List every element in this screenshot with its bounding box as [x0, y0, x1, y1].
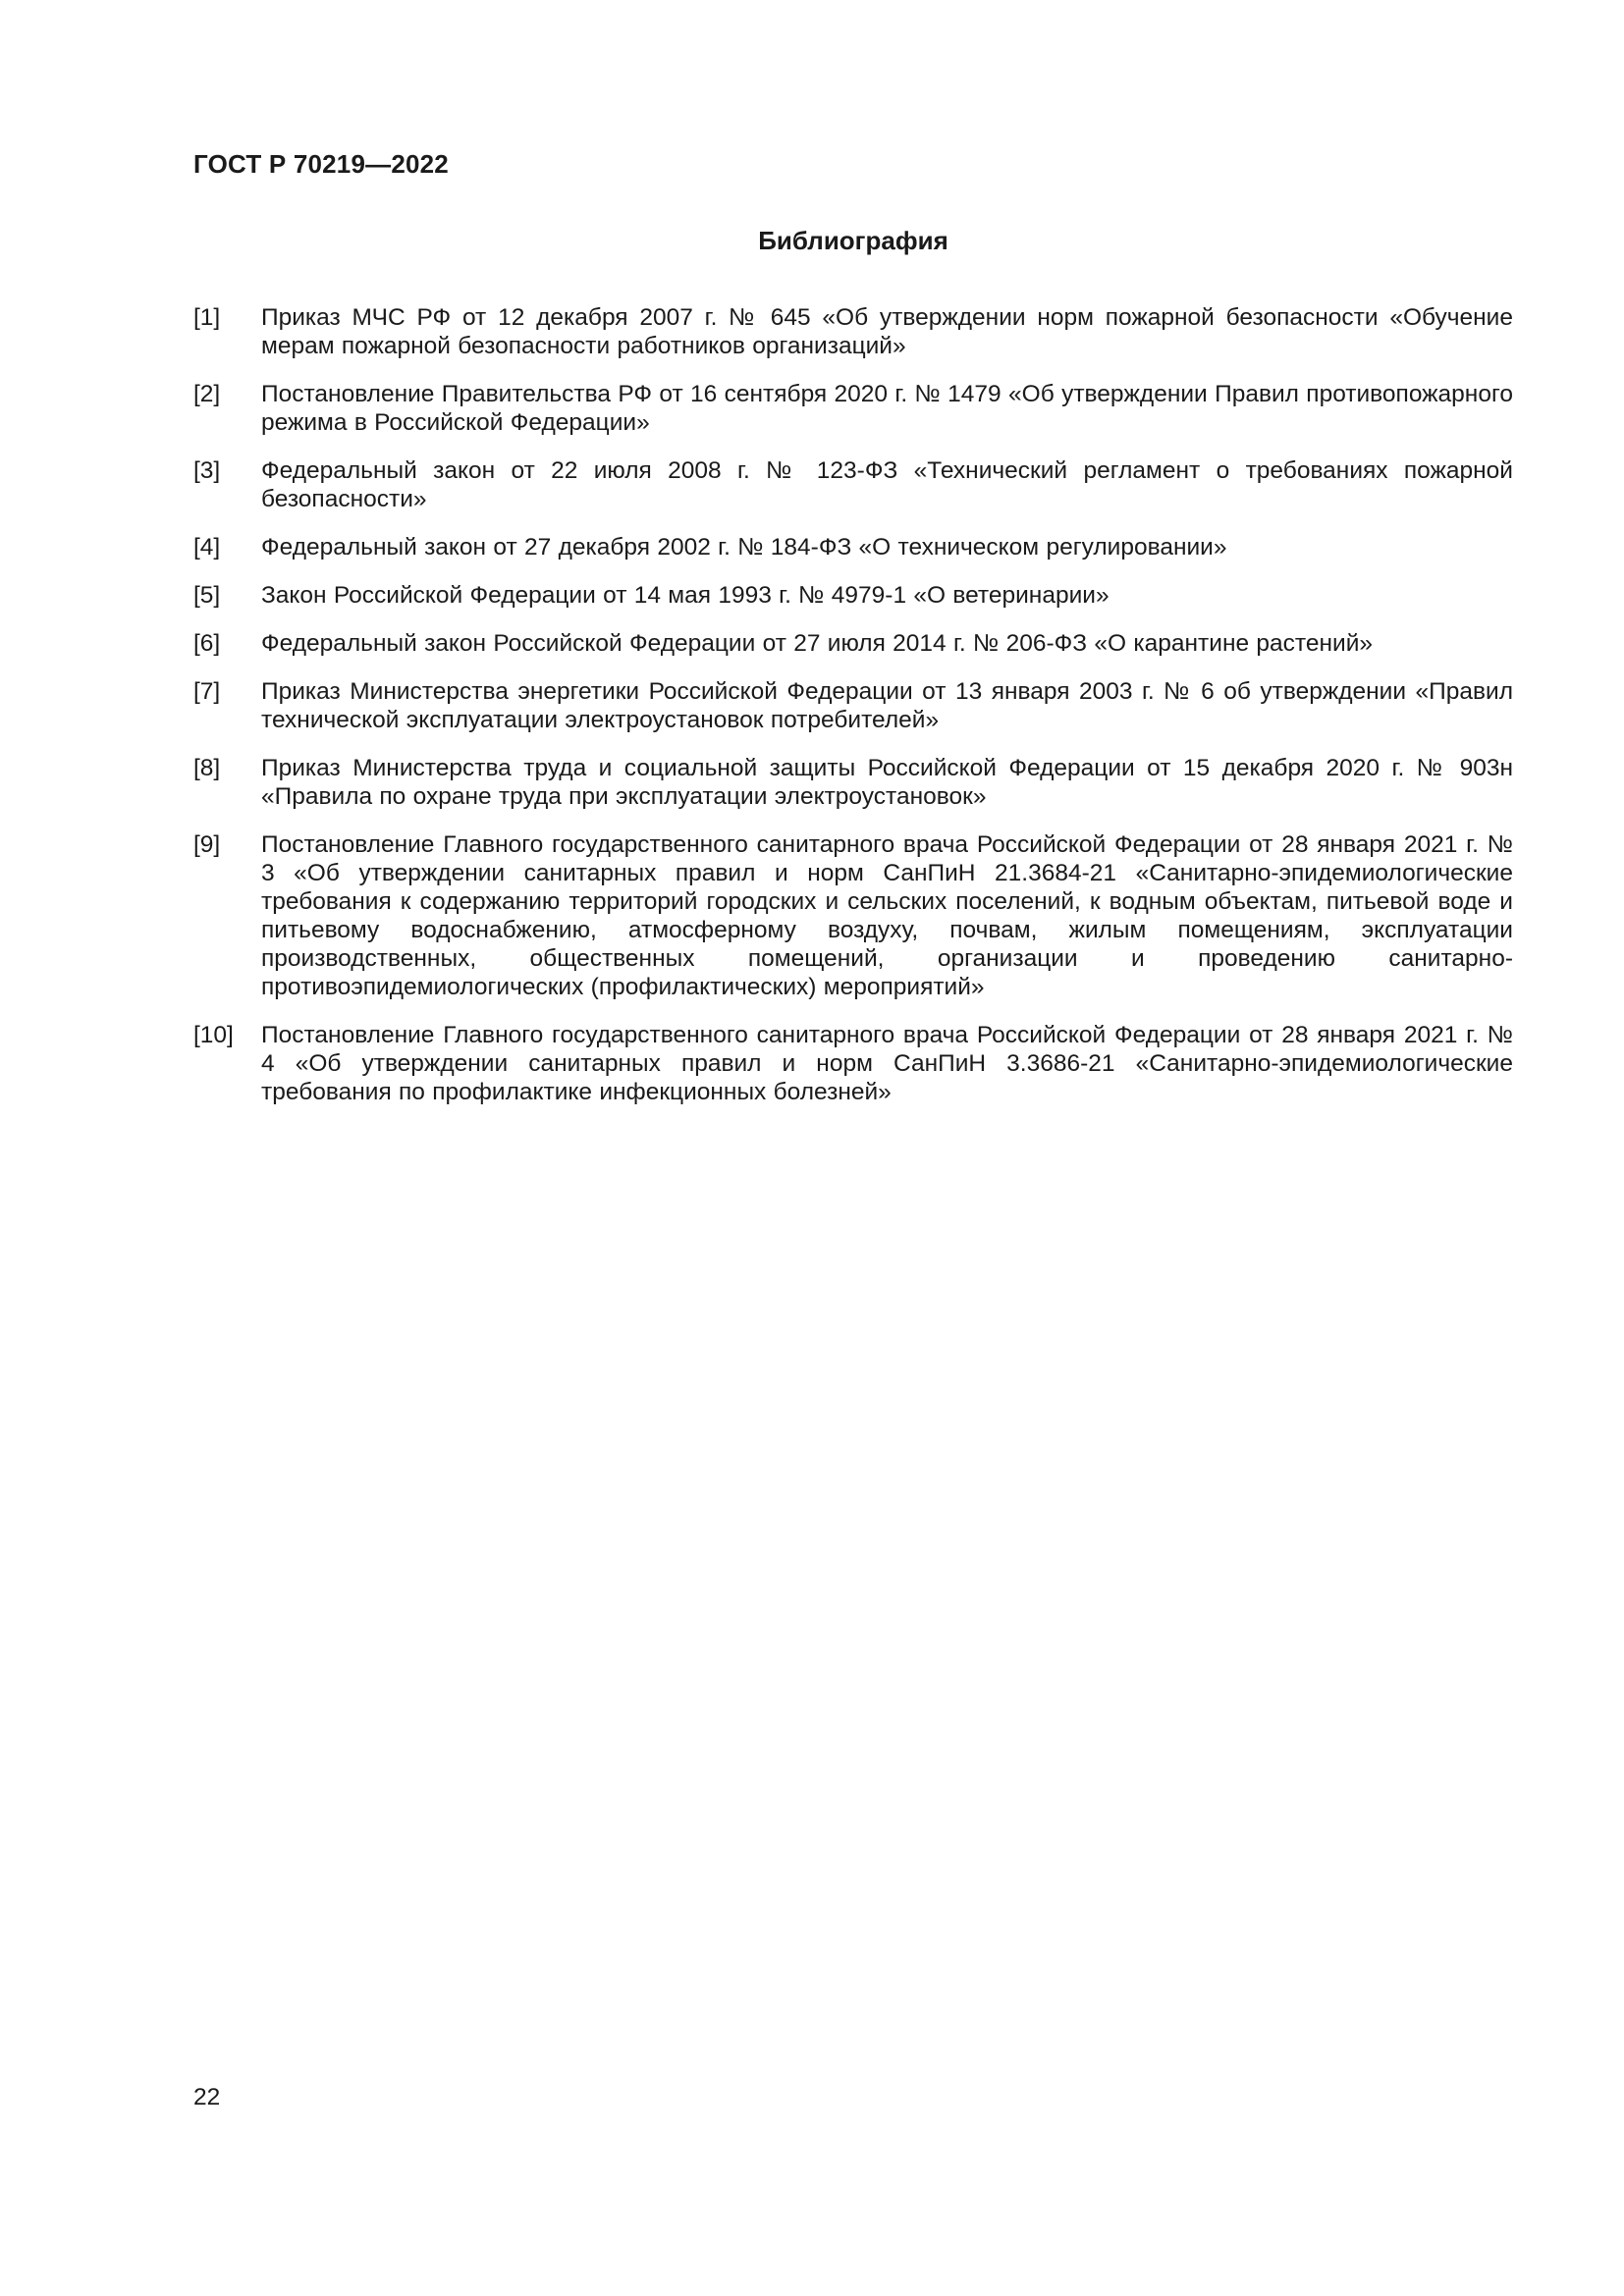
bibliography-number: [5]	[193, 582, 221, 609]
bibliography-item	[193, 1021, 1513, 1106]
bibliography-text: Закон Российской Федерации от 14 мая 1993 г. № 4979-1 «О ветеринарии»	[261, 582, 1110, 609]
bibliography-text: Постановление Главного государственного санитарного врача Российской Федерации от 28 января 2021 г. № 4 «Об утверждении санитарных правил и норм СанПиН 3.3686-21 «Санитарно-эпидемиологические требования по профилактике инфекционных болезней»	[261, 1022, 1513, 1105]
bibliography-number: [8]	[193, 755, 221, 781]
bibliography-text: Федеральный закон от 27 декабря 2002 г. № 184-ФЗ «О техническом регулировании»	[261, 534, 1227, 561]
bibliography-number: [2]	[193, 381, 221, 407]
bibliography-item	[193, 456, 1513, 513]
bibliography-number: [1]	[193, 304, 221, 331]
bibliography-item	[193, 380, 1513, 437]
bibliography-number: [9]	[193, 831, 221, 858]
section-title: Библиография	[758, 226, 948, 255]
document-code: ГОСТ Р 70219—2022	[193, 149, 449, 179]
bibliography-item	[193, 677, 1513, 734]
bibliography-item	[193, 581, 1513, 610]
bibliography-text: Приказ Министерства энергетики Российской Федерации от 13 января 2003 г. № 6 об утверждении «Правил технической эксплуатации электроустановок потребителей»	[261, 678, 1513, 733]
bibliography-number: [4]	[193, 534, 221, 561]
bibliography-item	[193, 533, 1513, 561]
bibliography-item	[193, 830, 1513, 1001]
bibliography-text: Приказ Министерства труда и социальной защиты Российской Федерации от 15 декабря 2020 г. № 903н «Правила по охране труда при эксплуатации электроустановок»	[261, 755, 1513, 810]
bibliography-item	[193, 629, 1513, 658]
bibliography-number: [7]	[193, 678, 221, 705]
bibliography-text: Федеральный закон от 22 июля 2008 г. № 123-ФЗ «Технический регламент о требованиях пожарной безопасности»	[261, 457, 1513, 512]
bibliography-list	[193, 303, 1513, 1126]
bibliography-number: [10]	[193, 1022, 234, 1048]
bibliography-text: Федеральный закон Российской Федерации от 27 июля 2014 г. № 206-ФЗ «О карантине растений»	[261, 630, 1374, 657]
bibliography-number: [6]	[193, 630, 221, 657]
bibliography-text: Постановление Главного государственного санитарного врача Российской Федерации от 28 января 2021 г. № 3 «Об утверждении санитарных правил и норм СанПиН 21.3684-21 «Санитарно-эпидемиологические требования к содержанию территорий городских и сельских поселений, к водным объектам, питьевой воде и питьевому водоснабжению, атмосферному воздуху, почвам, жилым помещениям, эксплуатации производственных, общественных помещений, организации и проведению санитарно-противоэпидемиологических (профилактических) мероприятий»	[261, 831, 1513, 1000]
bibliography-item	[193, 303, 1513, 360]
page-number: 22	[193, 2084, 221, 2110]
bibliography-text: Приказ МЧС РФ от 12 декабря 2007 г. № 645 «Об утверждении норм пожарной безопасности «Обучение мерам пожарной безопасности работников организаций»	[261, 304, 1513, 359]
bibliography-text: Постановление Правительства РФ от 16 сентября 2020 г. № 1479 «Об утверждении Правил противопожарного режима в Российской Федерации»	[261, 381, 1513, 436]
bibliography-item	[193, 754, 1513, 811]
bibliography-number: [3]	[193, 457, 221, 484]
